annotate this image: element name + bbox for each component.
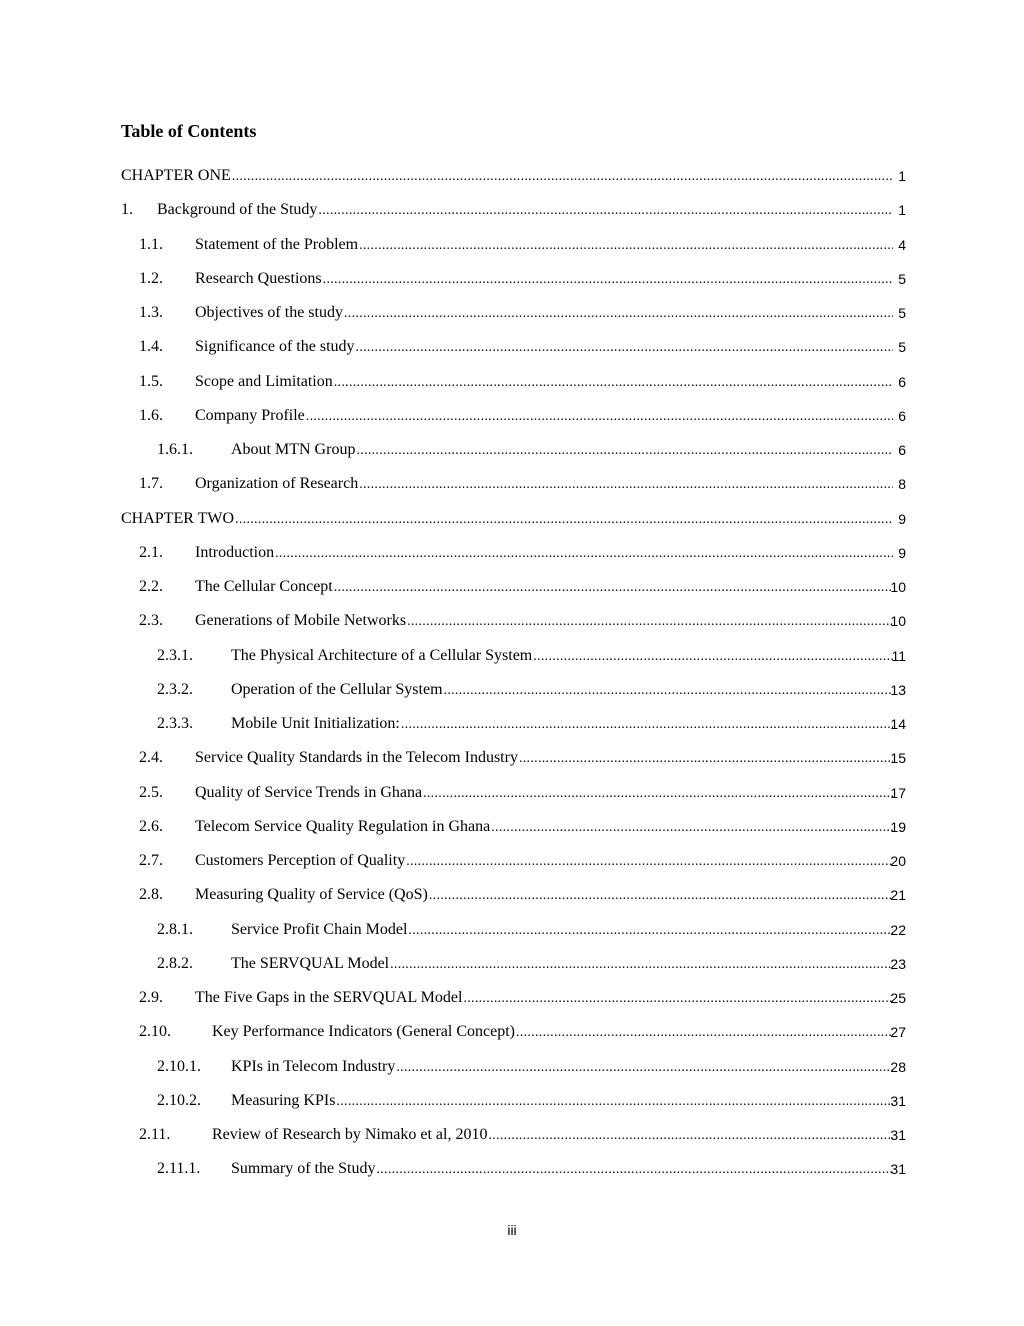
toc-dot-leader — [396, 1056, 893, 1080]
toc-entry-number: 2.7. — [139, 852, 163, 869]
toc-dot-leader — [356, 336, 893, 360]
toc-entry[interactable] — [0, 575, 1024, 599]
toc-entry-number: 1.6. — [139, 406, 163, 424]
toc-entry[interactable] — [0, 678, 1024, 702]
toc-entry[interactable] — [0, 541, 1024, 565]
toc-entry-page: 6 — [898, 442, 906, 458]
toc-entry-number: 2.6. — [139, 817, 163, 835]
toc-entry[interactable] — [0, 712, 1024, 736]
toc-dot-leader — [232, 165, 893, 189]
toc-dot-leader — [323, 268, 893, 292]
toc-entry-number: 2.9. — [139, 989, 163, 1006]
toc-entry-text — [231, 952, 894, 977]
toc-entry-title: Company Profile — [195, 406, 305, 424]
toc-entry-text — [195, 781, 894, 806]
toc-entry-text — [195, 541, 894, 566]
toc-entry-text — [195, 370, 894, 395]
toc-entry-number: 2.4. — [139, 749, 163, 767]
toc-entry[interactable] — [0, 952, 1024, 976]
toc-entry[interactable] — [0, 1089, 1024, 1113]
toc-entry-page: 27 — [890, 1024, 906, 1041]
toc-entry-number: 1.6.1. — [157, 441, 193, 458]
toc-entry-text — [231, 1157, 894, 1182]
toc-entry-page: 6 — [898, 373, 906, 390]
toc-dot-leader — [318, 199, 893, 223]
toc-entry-number: 2.8.2. — [157, 954, 193, 972]
toc-entry-number: 2.3.2. — [157, 680, 193, 698]
toc-entry-title: Telecom Service Quality Regulation in Ghana — [195, 817, 491, 835]
toc-entry-text — [157, 198, 894, 223]
toc-entry-page: 19 — [890, 818, 906, 835]
toc-entry-title: Key Performance Indicators (General Concept) — [212, 1023, 515, 1041]
toc-entry-title: Quality of Service Trends in Ghana — [195, 783, 423, 801]
toc-dot-leader — [406, 850, 893, 874]
toc-entry[interactable] — [0, 883, 1024, 907]
toc-entry[interactable] — [0, 644, 1024, 668]
toc-entry-text — [195, 746, 894, 771]
toc-entry-page: 5 — [898, 305, 906, 321]
toc-entry[interactable] — [0, 198, 1024, 222]
toc-entry-number: 2.10.1. — [157, 1057, 201, 1075]
toc-entry-number: 1.4. — [139, 338, 163, 356]
toc-entry-title: Summary of the Study — [231, 1160, 376, 1178]
toc-entry-number: 2.8.1. — [157, 920, 193, 938]
toc-entry[interactable] — [0, 438, 1024, 462]
toc-entry-page: 4 — [898, 236, 906, 253]
toc-dot-leader — [429, 884, 893, 908]
toc-entry-number: 1.3. — [139, 304, 163, 321]
toc-entry-text — [195, 472, 894, 497]
toc-entry-text — [195, 233, 894, 258]
toc-entry-number: 1.2. — [139, 269, 163, 287]
toc-entry-page: 31 — [890, 1161, 906, 1178]
toc-entry-page: 10 — [890, 579, 906, 595]
toc-entry-title: Operation of the Cellular System — [231, 680, 443, 698]
toc-entry-text — [195, 301, 894, 326]
toc-dot-leader — [359, 234, 893, 258]
toc-entry-number: 2.11. — [139, 1126, 171, 1143]
toc-entry[interactable] — [0, 1123, 1024, 1147]
toc-entry-number: 1.5. — [139, 372, 163, 390]
toc-entry-title: Scope and Limitation — [195, 372, 333, 390]
toc-entry[interactable] — [0, 815, 1024, 839]
toc-entry-title: Research Questions — [195, 269, 322, 287]
toc-dot-leader — [519, 747, 893, 771]
toc-entry-page: 22 — [890, 921, 906, 938]
toc-entry-page: 5 — [898, 270, 906, 287]
toc-entry[interactable] — [0, 472, 1024, 496]
toc-entry-page: 8 — [898, 476, 906, 493]
toc-entry[interactable] — [0, 746, 1024, 770]
toc-dot-leader — [275, 542, 893, 566]
toc-entry-page: 31 — [890, 1127, 906, 1143]
toc-entry-text — [231, 918, 894, 943]
toc-entry-page: 1 — [898, 168, 906, 184]
toc-entry-number: 1.7. — [139, 475, 163, 493]
toc-entry-number: 2.3.3. — [157, 715, 193, 732]
toc-entry-title: Background of the Study — [157, 201, 318, 219]
toc-entry-title: About MTN Group — [231, 441, 356, 458]
toc-entry[interactable] — [0, 507, 1024, 531]
toc-entry[interactable] — [0, 986, 1024, 1010]
toc-entry-title: KPIs in Telecom Industry — [231, 1057, 396, 1075]
toc-entry-number: 2.3.1. — [157, 646, 193, 664]
toc-entry-text — [231, 438, 894, 463]
toc-dot-leader — [334, 576, 893, 600]
toc-entry-page: 28 — [890, 1058, 906, 1075]
toc-heading: Table of Contents — [121, 121, 257, 141]
toc-entry-text — [231, 1055, 894, 1080]
toc-entry-page: 14 — [890, 716, 906, 732]
toc-dot-leader — [423, 782, 893, 806]
toc-entry-text — [212, 1123, 894, 1148]
toc-dot-leader — [407, 610, 893, 634]
toc-entry-page: 5 — [898, 339, 906, 356]
toc-dot-leader — [408, 919, 893, 943]
toc-entry-title: Customers Perception of Quality — [195, 852, 406, 869]
toc-entry-number: 2.2. — [139, 578, 163, 595]
toc-entry[interactable] — [0, 918, 1024, 942]
toc-entry[interactable] — [0, 609, 1024, 633]
toc-entry-title: Introduction — [195, 543, 275, 561]
toc-entry-number: 2.1. — [139, 543, 163, 561]
toc-entry-text — [121, 507, 894, 532]
toc-dot-leader — [306, 405, 893, 429]
toc-entry-title: The SERVQUAL Model — [231, 954, 390, 972]
toc-dot-leader — [376, 1158, 893, 1182]
toc-entry-text — [195, 883, 894, 908]
toc-entry-text — [121, 164, 894, 189]
toc-dot-leader — [390, 953, 893, 977]
toc-entry-page: 23 — [890, 955, 906, 972]
toc-entry-text — [195, 849, 894, 874]
toc-entry-title: CHAPTER TWO — [121, 509, 235, 527]
toc-entry-text — [231, 678, 894, 703]
toc-entry-text — [195, 335, 894, 360]
toc-entry-title: The Five Gaps in the SERVQUAL Model — [195, 989, 463, 1006]
toc-entry-text — [195, 815, 894, 840]
toc-entry[interactable] — [0, 1157, 1024, 1181]
toc-entry-text — [195, 575, 894, 600]
toc-entry-title: Significance of the study — [195, 338, 355, 356]
toc-dot-leader — [359, 473, 893, 497]
toc-dot-leader — [334, 371, 893, 395]
toc-entry-text — [231, 644, 894, 669]
toc-entry[interactable] — [0, 267, 1024, 291]
toc-dot-leader — [516, 1021, 893, 1045]
toc-entry-page: 6 — [898, 407, 906, 424]
toc-entry-text — [212, 1020, 894, 1045]
toc-dot-leader — [533, 645, 893, 669]
toc-entry-title: Measuring KPIs — [231, 1091, 336, 1109]
toc-dot-leader — [401, 713, 893, 737]
toc-entry-page: 9 — [898, 544, 906, 561]
toc-entry-page: 21 — [890, 887, 906, 904]
toc-entry-text — [231, 712, 894, 737]
toc-entry-title: Service Quality Standards in the Telecom Industry — [195, 749, 518, 767]
toc-entry[interactable] — [0, 233, 1024, 257]
toc-entry[interactable] — [0, 335, 1024, 359]
toc-entry-title: The Physical Architecture of a Cellular System — [231, 646, 533, 664]
toc-entry-number: 1. — [121, 201, 133, 219]
toc-entry-text — [195, 404, 894, 429]
toc-entry-page: 13 — [890, 681, 906, 698]
toc-entry-number: 2.3. — [139, 612, 163, 630]
toc-entry[interactable] — [0, 164, 1024, 188]
toc-entry-title: CHAPTER ONE — [121, 167, 231, 184]
toc-entry-page: 1 — [898, 202, 906, 219]
toc-dot-leader — [235, 508, 893, 532]
toc-entry-page: 25 — [890, 990, 906, 1006]
toc-entry-text — [231, 1089, 894, 1114]
toc-entry[interactable] — [0, 781, 1024, 805]
toc-entry[interactable] — [0, 849, 1024, 873]
toc-entry-title: Generations of Mobile Networks — [195, 612, 407, 630]
toc-entry-page: 11 — [891, 647, 906, 664]
toc-dot-leader — [491, 816, 893, 840]
toc-entry-title: Measuring Quality of Service (QoS) — [195, 886, 428, 904]
toc-entry[interactable] — [0, 301, 1024, 325]
toc-entry-title: Review of Research by Nimako et al, 2010 — [212, 1126, 488, 1143]
toc-entry-page: 20 — [890, 853, 906, 869]
toc-entry-title: Statement of the Problem — [195, 235, 359, 253]
toc-entry-number: 2.8. — [139, 886, 163, 904]
toc-dot-leader — [344, 302, 893, 326]
toc-entry-number: 2.5. — [139, 783, 163, 801]
toc-entry-text — [195, 609, 894, 634]
toc-entry[interactable] — [0, 1055, 1024, 1079]
toc-entry-title: The Cellular Concept — [195, 578, 333, 595]
toc-entry-number: 1.1. — [139, 235, 163, 253]
toc-entry-title: Objectives of the study — [195, 304, 343, 321]
toc-entry-text — [195, 986, 894, 1011]
toc-entry-title: Service Profit Chain Model — [231, 920, 408, 938]
toc-entry-page: 31 — [890, 1092, 906, 1109]
toc-entry[interactable] — [0, 370, 1024, 394]
toc-entry[interactable] — [0, 1020, 1024, 1044]
toc-entry-text — [195, 267, 894, 292]
toc-entry-page: 15 — [890, 750, 906, 767]
toc-entry-title: Mobile Unit Initialization: — [231, 715, 400, 732]
toc-entry-number: 2.10. — [139, 1023, 171, 1041]
toc-entry-number: 2.11.1. — [157, 1160, 201, 1178]
toc-dot-leader — [336, 1090, 893, 1114]
toc-entry-page: 17 — [890, 784, 906, 801]
toc-dot-leader — [356, 439, 893, 463]
toc-entry[interactable] — [0, 404, 1024, 428]
toc-entry-page: 10 — [890, 613, 906, 630]
toc-dot-leader — [488, 1124, 893, 1148]
toc-dot-leader — [444, 679, 893, 703]
toc-entry-title: Organization of Research — [195, 475, 359, 493]
page-number: iii — [507, 1222, 517, 1238]
toc-dot-leader — [463, 987, 893, 1011]
toc-entry-number: 2.10.2. — [157, 1091, 201, 1109]
toc-entry-page: 9 — [898, 510, 906, 527]
